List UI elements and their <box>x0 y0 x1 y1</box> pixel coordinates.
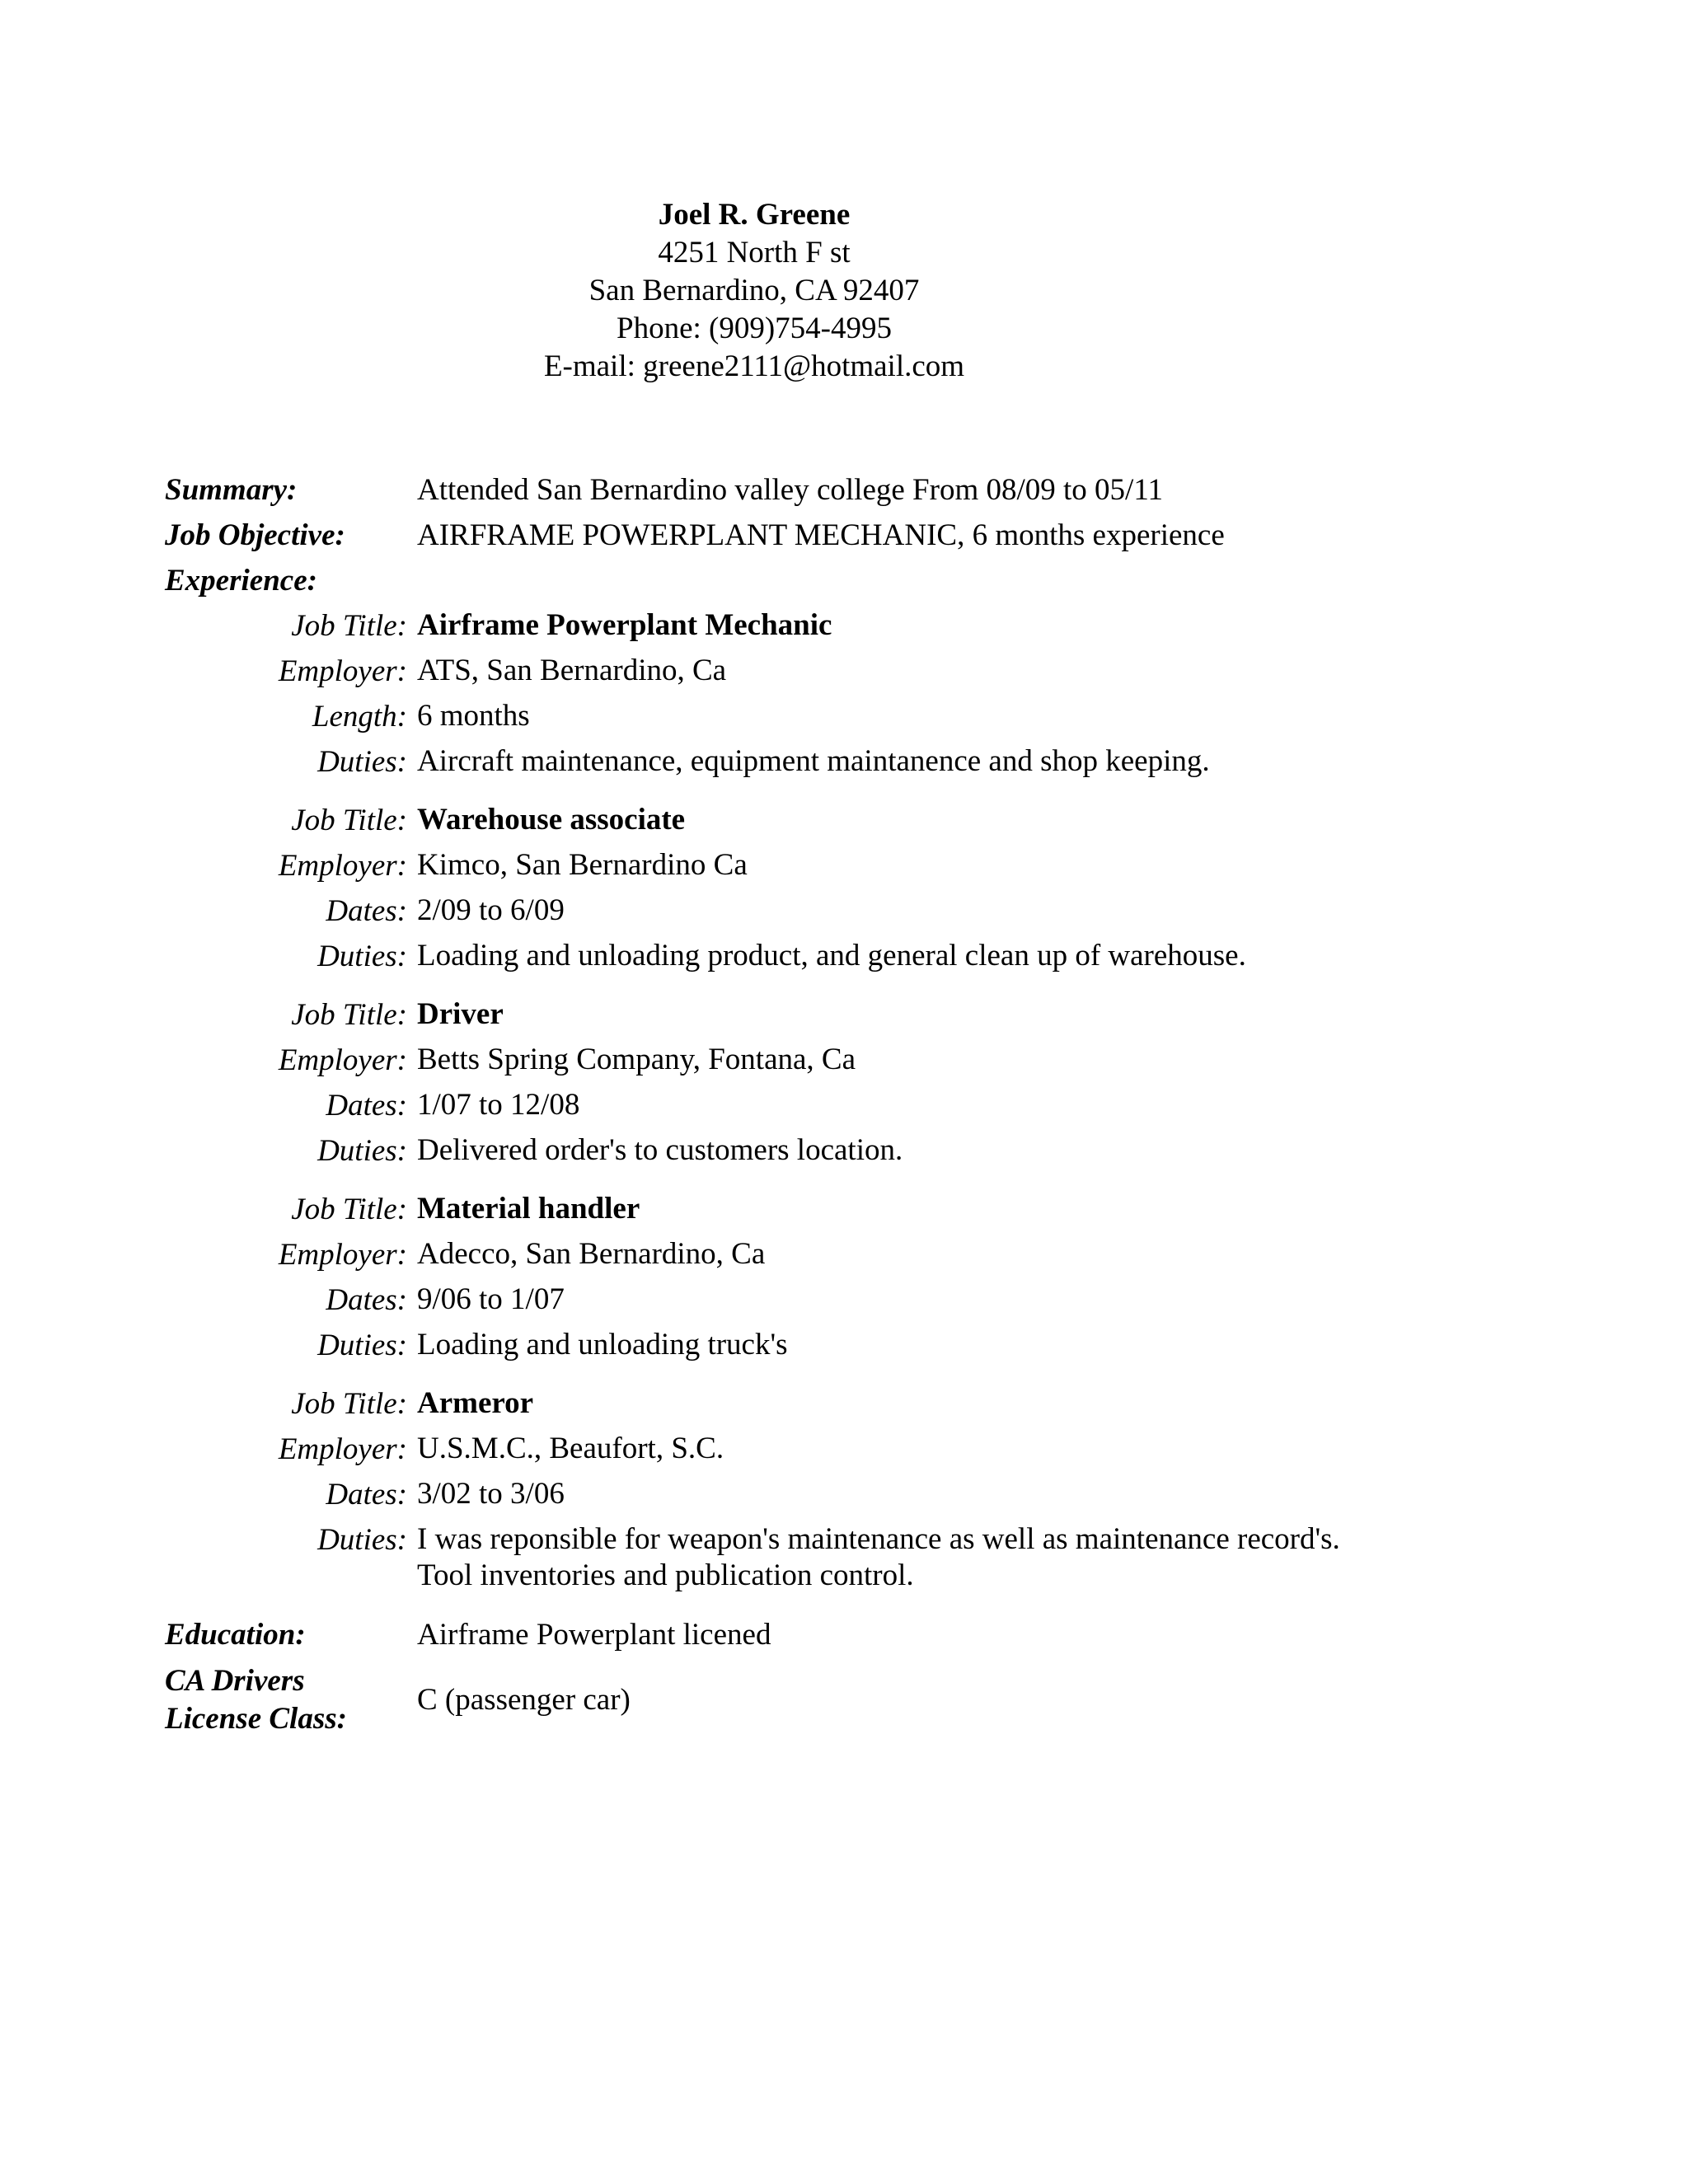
period-field <box>0 698 1688 743</box>
job-title-label: Job Title: <box>291 998 407 1032</box>
duties-label: Duties: <box>317 745 407 779</box>
job-title-field <box>0 802 1688 847</box>
license-label-line2: License Class: <box>165 1702 347 1736</box>
job-title: Driver <box>417 997 504 1031</box>
duties-value: I was reponsible for weapon's maintenance as well as maintenance record's. Tool inventories and publication control. <box>417 1522 1340 1592</box>
employer-label: Employer: <box>278 654 407 688</box>
period-field <box>0 1282 1688 1327</box>
job-title: Armeror <box>417 1386 534 1420</box>
duties-field <box>0 1132 1688 1178</box>
job-title: Airframe Powerplant Mechanic <box>417 608 832 642</box>
employer-value: Adecco, San Bernardino, Ca <box>417 1237 766 1271</box>
employer-value: Kimco, San Bernardino Ca <box>417 848 748 882</box>
job-entry <box>0 996 1688 1178</box>
objective-label: Job Objective: <box>165 518 345 552</box>
duties-label: Duties: <box>317 940 407 973</box>
duties-label: Duties: <box>317 1329 407 1362</box>
employer-label: Employer: <box>278 1043 407 1077</box>
duties-label: Duties: <box>317 1523 407 1557</box>
employer-value: ATS, San Bernardino, Ca <box>417 654 727 687</box>
employer-field <box>0 847 1688 893</box>
employer-label: Employer: <box>278 1432 407 1466</box>
address-line: 4251 North F st <box>658 236 851 269</box>
job-title: Warehouse associate <box>417 803 686 837</box>
job-title-label: Job Title: <box>291 609 407 643</box>
email-line: E-mail: greene2111@hotmail.com <box>543 349 965 383</box>
job-title-field <box>0 1191 1688 1236</box>
employer-field <box>0 653 1688 698</box>
job-entry <box>0 1191 1688 1372</box>
employer-value: U.S.M.C., Beaufort, S.C. <box>417 1432 724 1465</box>
employer-field <box>0 1431 1688 1476</box>
duties-field <box>0 743 1688 789</box>
summary-label: Summary: <box>165 473 298 507</box>
duties-label: Duties: <box>317 1134 407 1168</box>
job-title-field <box>0 1385 1688 1431</box>
job-title-label: Job Title: <box>291 1193 407 1226</box>
job-title-field <box>0 996 1688 1042</box>
duties-value: Loading and unloading truck's <box>417 1328 788 1361</box>
period-value: 9/06 to 1/07 <box>417 1282 565 1316</box>
period-field <box>0 1476 1688 1521</box>
period-label: Dates: <box>326 894 407 928</box>
period-value: 1/07 to 12/08 <box>417 1088 580 1122</box>
phone-line: Phone: (909)754-4995 <box>617 312 892 345</box>
job-entry <box>0 802 1688 983</box>
education-label: Education: <box>165 1618 306 1652</box>
license-label <box>165 1662 347 1738</box>
period-value: 3/02 to 3/06 <box>417 1477 565 1511</box>
job-title-label: Job Title: <box>291 804 407 837</box>
period-field <box>0 893 1688 938</box>
duties-field <box>0 1327 1688 1372</box>
employer-label: Employer: <box>278 1238 407 1272</box>
job-title: Material handler <box>417 1192 640 1226</box>
duties-value: Loading and unloading product, and general clean up of warehouse. <box>417 939 1246 972</box>
license-value: C (passenger car) <box>417 1683 631 1717</box>
period-label: Length: <box>312 700 407 733</box>
job-title-field <box>0 607 1688 653</box>
period-label: Dates: <box>326 1478 407 1511</box>
experience-label: Experience: <box>165 564 317 598</box>
contact-header <box>0 196 1508 386</box>
education-value: Airframe Powerplant licened <box>417 1618 771 1652</box>
job-title-label: Job Title: <box>291 1387 407 1421</box>
duties-field <box>0 1521 1688 1592</box>
employer-field <box>0 1042 1688 1087</box>
period-field <box>0 1087 1688 1132</box>
period-value: 6 months <box>417 699 530 733</box>
period-label: Dates: <box>326 1283 407 1317</box>
employer-field <box>0 1236 1688 1282</box>
applicant-name: Joel R. Greene <box>658 198 851 232</box>
period-label: Dates: <box>326 1089 407 1122</box>
duties-value: Delivered order's to customers location. <box>417 1133 903 1167</box>
duties-value: Aircraft maintenance, equipment maintanence and shop keeping. <box>417 744 1210 778</box>
job-entry <box>0 1385 1688 1592</box>
employer-value: Betts Spring Company, Fontana, Ca <box>417 1043 856 1076</box>
period-value: 2/09 to 6/09 <box>417 893 565 927</box>
city-line: San Bernardino, CA 92407 <box>588 274 920 307</box>
duties-field <box>0 938 1688 983</box>
summary-value: Attended San Bernardino valley college From 08/09 to 05/11 <box>417 473 1163 507</box>
employer-label: Employer: <box>278 849 407 883</box>
objective-value: AIRFRAME POWERPLANT MECHANIC, 6 months experience <box>417 518 1225 552</box>
job-entry <box>0 607 1688 789</box>
license-label-line1: CA Drivers <box>165 1664 305 1698</box>
